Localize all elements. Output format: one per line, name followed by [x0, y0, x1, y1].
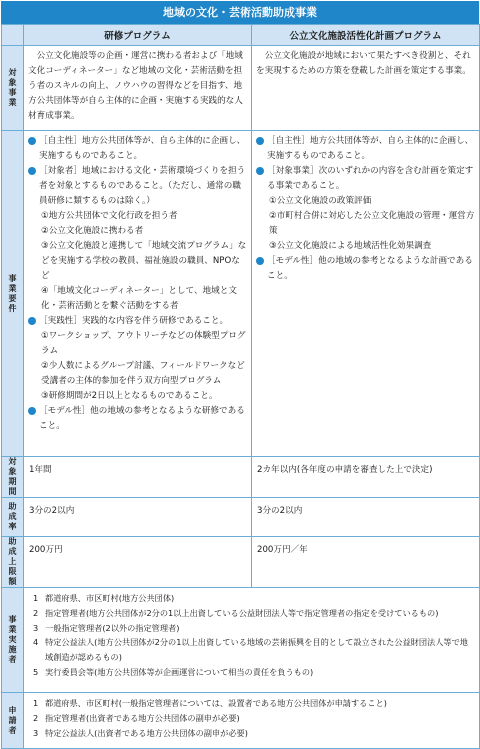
sub-item: ③公立文化施設による地域活性化効果調査 — [269, 241, 432, 251]
list-item: 1 都道府県、市区町村(地方公共団体) — [33, 593, 175, 603]
sub-item: ①地方公共団体で文化行政を担う者 — [41, 211, 178, 221]
row-period — [2, 457, 480, 498]
list-item: 3 特定公益法人(出資者である地方公共団体の副申が必要) — [33, 727, 248, 738]
facility-target-text: 公立文化施設が地域において果たすべき役割と、それを実現するための方策を登載した計画を策定する事業。 — [252, 46, 480, 131]
row-applicants — [2, 693, 480, 749]
bullet-dot-icon — [256, 137, 264, 145]
sub-item: ②市町村合併に対応した公立文化施設の管理・運営方策 — [269, 211, 475, 236]
list-item: 2 指定管理者(地方公共団体が2分の1以上出資している公益財団法人等で指定管理者の指定を受けているもの) — [33, 607, 439, 618]
req-autonomy: ［自主性］地方公共団体等が、自ら主体的に企画し、実施するものであること。 — [256, 134, 475, 164]
corner-cell — [2, 25, 24, 46]
applicant-list — [24, 693, 480, 749]
bullet-dot-icon — [28, 137, 36, 145]
req-target-project: ［対象事業］次のいずれかの内容を含む計画を策定する事業であること。 — [256, 164, 475, 194]
sub-item: ③研修期間が2日以上となるものであること。 — [41, 391, 218, 401]
req-model: ［モデル性］他の地域の参考となるような研修であること。 — [28, 404, 247, 434]
bullet-dot-icon — [256, 257, 264, 265]
row-label-requirements: 事業要件 — [2, 131, 24, 457]
column-header-facility-plan: 公立文化施設活性化計画プログラム — [252, 25, 480, 46]
list-item: 1 都道府県、市区町村(一般指定管理者については、設置者である地方公共団体が申請すること) — [33, 698, 387, 708]
req-practicality: ［実践性］実践的な内容を伴う研修であること。 — [28, 314, 247, 329]
bullet-dot-icon — [256, 167, 264, 175]
training-period: 1年間 — [24, 457, 252, 498]
facility-requirements — [252, 131, 480, 457]
list-item: 4 特定公益法人(地方公共団体が2分の1以上出資している地域の芸術振興を目的として設立された公益財団法人等で地域創造が認めるもの) — [33, 637, 468, 663]
row-label-applicants: 申請者 — [2, 693, 24, 749]
req-target-persons: ［対象者］地域における文化・芸術環境づくりを担う者を対象とするものであること。（ただし、通常の職員研修に類するものは除く。） — [28, 164, 247, 209]
implementer-list — [24, 588, 480, 693]
req-model: ［モデル性］他の地域の参考となるような計画であること。 — [256, 254, 475, 284]
program-table — [1, 24, 480, 749]
list-item: 2 指定管理者(出資者である地方公共団体の副申が必要) — [33, 712, 240, 723]
row-label-target-project: 対象事業 — [2, 46, 24, 131]
row-label-implementers: 事業実施者 — [2, 588, 24, 693]
column-header-row — [2, 25, 480, 46]
sub-item: ②少人数によるグループ討議、フィールドワークなど受講者の主体的参加を伴う双方向型プログラム — [41, 361, 245, 386]
training-subsidy-rate: 3分の2以内 — [24, 498, 252, 537]
facility-subsidy-rate: 3分の2以内 — [252, 498, 480, 537]
sub-item: ④「地域文化コーディネーター」として、地域と文化・芸術活動とを繋ぐ活動をする者 — [41, 286, 237, 311]
sub-item: ①公立文化施設の政策評価 — [269, 196, 372, 206]
row-label-upper-limit: 助成上限額 — [2, 537, 24, 588]
row-implementers — [2, 588, 480, 693]
row-target-project — [2, 46, 480, 131]
bullet-dot-icon — [28, 407, 36, 415]
row-upper-limit — [2, 537, 480, 588]
facility-upper-limit: 200万円／年 — [252, 537, 480, 588]
sub-item: ①ワークショップ、アウトリーチなどの体験型プログラム — [41, 331, 246, 356]
list-item: 5 実行委員会等(地方公共団体等が企画運営について相当の責任を負うもの) — [33, 666, 314, 677]
list-item: 3 一般指定管理者(2以外の指定管理者) — [33, 622, 180, 633]
bullet-dot-icon — [28, 317, 36, 325]
training-requirements — [24, 131, 252, 457]
column-header-training: 研修プログラム — [24, 25, 252, 46]
grant-overview-document — [1, 1, 479, 741]
req-autonomy: ［自主性］地方公共団体等が、自ら主体的に企画し、実施するものであること。 — [28, 134, 247, 164]
training-upper-limit: 200万円 — [24, 537, 252, 588]
training-target-text: 公立文化施設等の企画・運営に携わる者および「地域文化コーディネーター」など地域の文化・芸術活動を担う者のスキルの向上、ノウハウの習得などを目指す、地方公共団体等が自ら主体的に企画・実施する実践的な人材育成事業。 — [24, 46, 252, 131]
row-label-subsidy-rate: 助成率 — [2, 498, 24, 537]
document-title: 地域の文化・芸術活動助成事業 — [1, 1, 479, 24]
row-requirements — [2, 131, 480, 457]
sub-item: ②公立文化施設に携わる者 — [41, 226, 144, 236]
sub-item: ③公立文化施設と連携して「地域交流プログラム」などを実施する学校の教員、福祉施設の職員、NPOなど — [41, 241, 247, 281]
bullet-dot-icon — [28, 167, 36, 175]
row-subsidy-rate — [2, 498, 480, 537]
facility-period: 2カ年以内(各年度の申請を審査した上で決定) — [252, 457, 480, 498]
row-label-period: 対象期間 — [2, 457, 24, 498]
